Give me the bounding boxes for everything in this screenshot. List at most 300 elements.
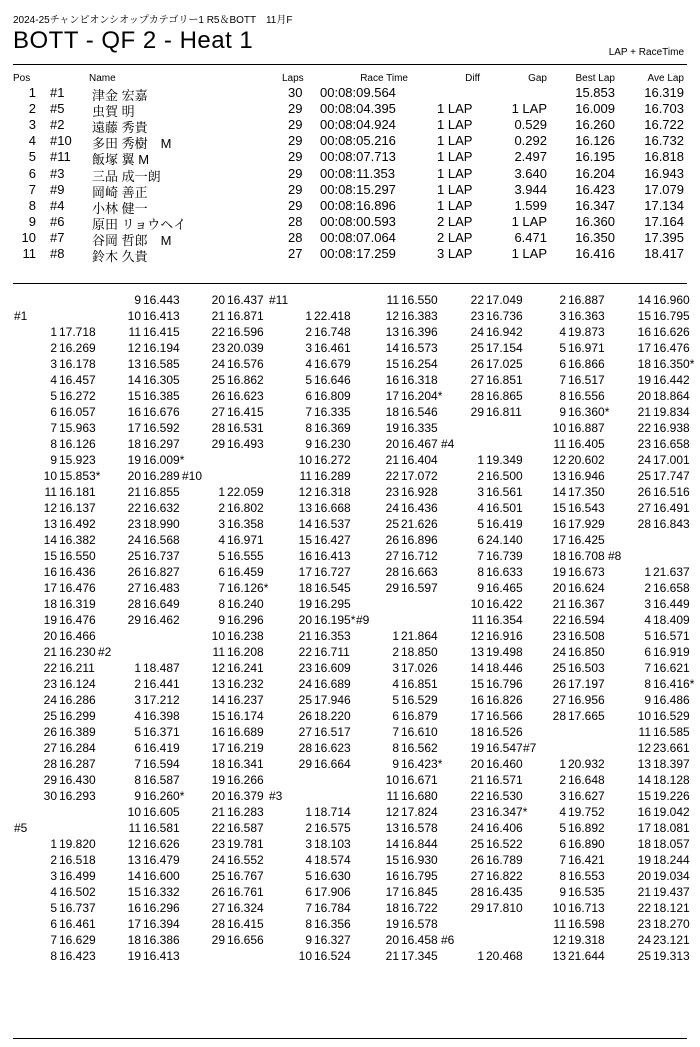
lap-entry xyxy=(268,516,352,532)
driver-lap-heading xyxy=(268,292,352,308)
lap-time: 16.508 xyxy=(568,629,605,643)
lap-time: 16.371 xyxy=(143,725,180,739)
lap-number: 14 xyxy=(43,533,57,547)
lap-time: 15.963 xyxy=(59,421,96,435)
lap-number: 18 xyxy=(211,757,225,771)
lap-time: 16.319 xyxy=(59,597,96,611)
lap-entry xyxy=(355,548,439,564)
lap-number: 25 xyxy=(211,373,225,387)
lap-entry xyxy=(355,772,439,788)
lap-time: 17.197 xyxy=(568,677,605,691)
lap-number: 2 xyxy=(644,581,651,595)
lap-number: 15 xyxy=(637,789,651,803)
ave-lap-cell: 16.943 xyxy=(644,165,684,181)
lap-number: 18 xyxy=(470,725,484,739)
gap-cell: 1 LAP xyxy=(511,213,547,229)
lap-entry xyxy=(607,468,691,484)
lap-entry xyxy=(181,852,265,868)
lap-time: 16.938 xyxy=(653,421,690,435)
pos-cell: 6 xyxy=(28,165,36,181)
lap-entry xyxy=(97,452,185,468)
lap-number: 22 xyxy=(211,821,225,835)
lap-number: 3 xyxy=(559,309,566,323)
lap-time: 16.850 xyxy=(568,645,605,659)
lap-number: 7 xyxy=(305,405,312,419)
lap-number: 11 xyxy=(553,437,566,451)
lap-entry xyxy=(522,628,606,644)
lap-number: 1 xyxy=(218,485,225,499)
lap-time: 16.795 xyxy=(401,869,438,883)
column-header: Name xyxy=(89,73,116,84)
lap-number: 4 xyxy=(305,853,312,867)
lap-number: 27 xyxy=(470,373,484,387)
lap-number: 27 xyxy=(637,501,651,515)
lap-number: 14 xyxy=(470,661,484,675)
lap-entry xyxy=(181,548,265,564)
lap-number: 23 xyxy=(470,309,484,323)
lap-time: 16.254 xyxy=(401,357,438,371)
lap-entry xyxy=(181,324,265,340)
lap-number: 15 xyxy=(127,389,141,403)
lap-number: 4 xyxy=(644,613,651,627)
lap-time: 16.596 xyxy=(227,325,264,339)
lap-entry xyxy=(355,468,439,484)
lap-time: 16.449 xyxy=(653,597,690,611)
lap-time: 16.598 xyxy=(568,917,605,931)
lap-number: 22 xyxy=(637,421,651,435)
lap-time: 16.461 xyxy=(59,917,96,931)
lap-entry xyxy=(181,900,265,916)
lap-time: 16.530 xyxy=(486,789,523,803)
lap-entry xyxy=(522,932,606,948)
lap-number: 18 xyxy=(637,837,651,851)
lap-entry xyxy=(522,420,606,436)
lap-time: 17.906 xyxy=(314,885,351,899)
table-row xyxy=(0,229,700,248)
lap-entry xyxy=(268,836,352,852)
lap-number: 7 xyxy=(50,933,57,947)
laps-cell: 29 xyxy=(288,101,303,117)
lap-number: 12 xyxy=(385,309,399,323)
lap-entry xyxy=(522,388,606,404)
lap-entry xyxy=(13,740,97,756)
lap-entry xyxy=(355,404,439,420)
lap-entry xyxy=(522,468,606,484)
lap-entry xyxy=(607,420,691,436)
lap-number: 3 xyxy=(218,517,225,531)
lap-time: 16.500 xyxy=(486,469,523,483)
lap-entry xyxy=(355,884,439,900)
lap-time: 18.220 xyxy=(314,709,351,723)
lap-entry xyxy=(97,788,185,804)
laps-cell: 29 xyxy=(288,117,303,133)
lap-number: 5 xyxy=(134,725,141,739)
car-number: #9 xyxy=(356,613,370,627)
lap-time: 16.327 xyxy=(314,933,351,947)
driver-name: 小林 健一 xyxy=(92,200,148,216)
lap-time: 16.287 xyxy=(59,757,96,771)
lap-entry xyxy=(13,900,97,916)
pos-cell: 3 xyxy=(28,117,36,133)
lap-time: 16.802 xyxy=(227,501,264,515)
lap-number: 14 xyxy=(637,293,651,307)
lap-number: 1 xyxy=(559,757,566,771)
lap-number: 16 xyxy=(385,869,399,883)
lap-number: 8 xyxy=(134,773,141,787)
lap-time: 16.712 xyxy=(401,549,438,563)
lap-number: 20 xyxy=(637,869,651,883)
lap-entry xyxy=(607,724,691,740)
lap-entry xyxy=(97,324,181,340)
lap-entry xyxy=(97,500,181,516)
lap-entry xyxy=(440,644,524,660)
lap-number: 15 xyxy=(385,357,399,371)
lap-time: 16.416* xyxy=(653,677,695,691)
lap-time: 16.928 xyxy=(401,485,438,499)
lap-entry xyxy=(97,692,181,708)
lap-entry xyxy=(97,852,181,868)
lap-time: 16.531 xyxy=(227,421,264,435)
lap-time: 19.226 xyxy=(653,789,690,803)
lap-number: 28 xyxy=(298,741,312,755)
lap-column xyxy=(440,292,528,964)
lap-entry xyxy=(522,884,606,900)
lap-entry xyxy=(97,596,181,612)
lap-entry xyxy=(97,948,181,964)
lap-time: 16.680 xyxy=(401,789,438,803)
lap-entry xyxy=(97,436,181,452)
best-lap-cell: 16.350 xyxy=(575,229,615,245)
lap-entry xyxy=(607,948,691,964)
lap-entry xyxy=(607,868,691,884)
lap-number: 19 xyxy=(211,773,225,787)
lap-entry xyxy=(181,916,265,932)
lap-number: 23 xyxy=(637,917,651,931)
lap-number: 22 xyxy=(298,645,312,659)
lap-number: 22 xyxy=(470,293,484,307)
lap-number: 19 xyxy=(43,613,57,627)
lap-time: 16.272 xyxy=(59,389,96,403)
lap-time: 16.748 xyxy=(314,325,351,339)
lap-time: 16.553 xyxy=(568,869,605,883)
lap-number: 11 xyxy=(638,725,651,739)
lap-number: 7 xyxy=(218,581,225,595)
lap-number: 17 xyxy=(385,885,399,899)
lap-time: 17.824 xyxy=(401,805,438,819)
lap-time: 16.443 xyxy=(143,293,180,307)
lap-number: 14 xyxy=(211,693,225,707)
lap-entry xyxy=(181,612,265,628)
lap-number: 4 xyxy=(218,533,225,547)
lap-entry xyxy=(13,436,97,452)
lap-number: 2 xyxy=(218,501,225,515)
lap-number: 2 xyxy=(477,469,484,483)
lap-time: 16.663 xyxy=(401,565,438,579)
lap-number: 5 xyxy=(644,629,651,643)
lap-entry xyxy=(607,580,691,596)
lap-time: 16.266 xyxy=(227,773,264,787)
lap-entry xyxy=(607,740,691,756)
blank-line xyxy=(607,532,691,548)
lap-entry xyxy=(607,404,691,420)
lap-entry xyxy=(97,676,181,692)
lap-time: 16.887 xyxy=(568,293,605,307)
lap-number: 18 xyxy=(637,357,651,371)
lap-entry xyxy=(522,404,610,420)
lap-entry xyxy=(268,468,352,484)
lap-time: 16.335 xyxy=(401,421,438,435)
lap-time: 16.556 xyxy=(568,389,605,403)
driver-lap-heading xyxy=(97,644,181,660)
lap-number: 5 xyxy=(477,517,484,531)
laps-cell: 29 xyxy=(288,197,303,213)
lap-number: 16 xyxy=(127,901,141,915)
lap-entry xyxy=(13,852,97,868)
lap-number: 16 xyxy=(211,725,225,739)
lap-time: 16.578 xyxy=(401,821,438,835)
lap-time: 17.810 xyxy=(486,901,523,915)
lap-time: 16.626 xyxy=(653,325,690,339)
driver-name: 岡崎 善正 xyxy=(92,184,148,200)
lap-time: 16.518 xyxy=(59,853,96,867)
lap-time: 19.318 xyxy=(568,933,605,947)
lap-number: 6 xyxy=(305,885,312,899)
column-header: Pos xyxy=(13,73,31,84)
lap-entry xyxy=(440,580,524,596)
lap-time: 16.561 xyxy=(486,485,523,499)
lap-column xyxy=(607,292,695,964)
lap-entry xyxy=(355,708,439,724)
lap-time: 19.834 xyxy=(653,405,690,419)
lap-entry xyxy=(181,644,265,660)
lap-number: 14 xyxy=(298,517,312,531)
lap-entry xyxy=(181,388,265,404)
lap-number: 29 xyxy=(211,933,225,947)
lap-time: 22.059 xyxy=(227,485,264,499)
lap-time: 16.547 xyxy=(486,741,523,755)
lap-time: 16.286 xyxy=(59,693,96,707)
lap-time: 16.809 xyxy=(314,389,351,403)
lap-entry xyxy=(97,868,181,884)
lap-time: 16.503 xyxy=(568,661,605,675)
pos-cell: 7 xyxy=(28,181,36,197)
lap-number: 10 xyxy=(43,469,57,483)
lap-number: 12 xyxy=(552,933,566,947)
pos-cell: 5 xyxy=(28,149,36,165)
lap-entry xyxy=(607,292,691,308)
lap-number: 1 xyxy=(392,629,399,643)
lap-number: 20 xyxy=(211,789,225,803)
lap-time: 16.621 xyxy=(653,661,690,675)
lap-number: 20 xyxy=(470,757,484,771)
lap-time: 16.219 xyxy=(227,741,264,755)
lap-number: 28 xyxy=(470,389,484,403)
lap-entry xyxy=(355,900,439,916)
lap-entry xyxy=(440,516,524,532)
lap-number: 4 xyxy=(50,885,57,899)
lap-entry xyxy=(13,468,101,484)
lap-column xyxy=(522,292,610,964)
lap-entry xyxy=(522,836,606,852)
lap-number: 21 xyxy=(470,773,484,787)
lap-entry xyxy=(522,868,606,884)
lap-time: 17.025 xyxy=(486,357,523,371)
lap-time: 16.587 xyxy=(227,821,264,835)
lap-time: 16.573 xyxy=(401,341,438,355)
lap-number: 24 xyxy=(637,933,651,947)
lap-entry xyxy=(268,372,352,388)
lap-time: 17.350 xyxy=(568,485,605,499)
lap-entry xyxy=(268,580,352,596)
lap-entry xyxy=(268,612,356,628)
gap-cell: 3.640 xyxy=(514,165,547,181)
lap-entry xyxy=(13,772,97,788)
pos-cell: 9 xyxy=(28,213,36,229)
lap-number: 26 xyxy=(637,485,651,499)
table-row xyxy=(0,85,700,103)
lap-time: 16.624 xyxy=(568,581,605,595)
driver-lap-heading xyxy=(13,820,97,836)
car-number: #3 xyxy=(269,789,283,803)
lap-time: 16.600 xyxy=(143,869,180,883)
lap-entry xyxy=(181,676,265,692)
lap-time: 16.671 xyxy=(401,773,438,787)
lap-number: 19 xyxy=(552,565,566,579)
column-header: Diff xyxy=(465,73,480,84)
lap-number: 12 xyxy=(385,805,399,819)
lap-entry xyxy=(440,388,524,404)
lap-time: 16.404 xyxy=(401,453,438,467)
lap-time: 16.796 xyxy=(486,677,523,691)
lap-entry xyxy=(181,484,265,500)
lap-entry xyxy=(440,676,524,692)
lap-entry xyxy=(13,548,97,564)
driver-lap-heading xyxy=(607,548,691,564)
lap-time: 16.178 xyxy=(59,357,96,371)
lap-number: 17 xyxy=(637,821,651,835)
lap-entry xyxy=(522,324,606,340)
blank-line xyxy=(440,420,524,436)
lap-time: 19.498 xyxy=(486,645,523,659)
lap-entry xyxy=(13,564,97,580)
lap-time: 16.630 xyxy=(314,869,351,883)
lap-entry xyxy=(268,724,352,740)
lap-entry xyxy=(522,788,606,804)
lap-entry xyxy=(268,404,352,420)
lap-entry xyxy=(522,772,606,788)
lap-number: 8 xyxy=(644,677,651,691)
lap-entry xyxy=(268,708,352,724)
lap-entry xyxy=(607,388,691,404)
lap-number: 22 xyxy=(385,469,399,483)
lap-time: 16.526 xyxy=(486,725,523,739)
lap-number: 24 xyxy=(211,357,225,371)
lap-entry xyxy=(607,500,691,516)
lap-number: 28 xyxy=(43,757,57,771)
lap-time: 16.543 xyxy=(568,501,605,515)
gap-cell: 0.529 xyxy=(514,117,547,133)
laps-cell: 29 xyxy=(288,165,303,181)
blank-line xyxy=(181,452,265,468)
lap-time: 20.602 xyxy=(568,453,605,467)
gap-cell: 1.599 xyxy=(514,197,547,213)
lap-number: 21 xyxy=(385,949,399,963)
lap-time: 16.057 xyxy=(59,405,96,419)
lap-entry xyxy=(355,436,439,452)
lap-number: 16 xyxy=(298,549,312,563)
lap-time: 16.353 xyxy=(314,629,351,643)
lap-time: 16.587 xyxy=(143,773,180,787)
lap-time: 16.545 xyxy=(314,581,351,595)
lap-number: 19 xyxy=(637,373,651,387)
lap-entry xyxy=(440,836,524,852)
lap-number: 14 xyxy=(385,341,399,355)
table-row xyxy=(0,149,700,168)
lap-entry xyxy=(268,676,352,692)
lap-time: 16.009* xyxy=(143,453,185,467)
lap-number: 13 xyxy=(127,853,141,867)
lap-time: 16.241 xyxy=(227,661,264,675)
lap-entry xyxy=(97,548,181,564)
lap-number: 17 xyxy=(298,565,312,579)
lap-time: 16.623 xyxy=(227,389,264,403)
lap-time: 16.460 xyxy=(486,757,523,771)
lap-entry xyxy=(181,420,265,436)
lap-entry xyxy=(13,628,97,644)
laps-cell: 29 xyxy=(288,181,303,197)
lap-entry xyxy=(268,820,352,836)
lap-entry xyxy=(181,740,265,756)
lap-number: 23 xyxy=(211,341,225,355)
lap-number: 12 xyxy=(470,629,484,643)
lap-time: 16.425 xyxy=(568,533,605,547)
lap-time: 19.437 xyxy=(653,885,690,899)
lap-time: 16.341 xyxy=(227,757,264,771)
blank-line xyxy=(440,916,524,932)
lap-number: 6 xyxy=(559,357,566,371)
lap-time: 16.356 xyxy=(314,917,351,931)
lap-time: 16.844 xyxy=(401,837,438,851)
lap-number: 4 xyxy=(305,357,312,371)
lap-time: 16.499 xyxy=(59,869,96,883)
lap-number: 10 xyxy=(552,421,566,435)
lap-number: 12 xyxy=(127,341,141,355)
lap-entry xyxy=(607,788,691,804)
lap-entry xyxy=(440,564,524,580)
lap-number: 22 xyxy=(43,661,57,675)
lap-time: 18.121 xyxy=(653,901,690,915)
driver-name: 津金 宏嘉 xyxy=(92,88,148,103)
lap-entry xyxy=(607,884,691,900)
driver-lap-heading xyxy=(355,612,439,628)
table-row xyxy=(0,181,700,200)
lap-entry xyxy=(522,948,606,964)
lap-time: 16.296 xyxy=(227,613,264,627)
lap-entry xyxy=(355,516,439,532)
lap-time: 16.436 xyxy=(59,565,96,579)
lap-number: 22 xyxy=(211,325,225,339)
lap-entry xyxy=(607,692,691,708)
lap-number: 7 xyxy=(50,421,57,435)
lap-entry xyxy=(522,308,606,324)
lap-time: 17.345 xyxy=(401,949,438,963)
lap-number: 1 xyxy=(477,949,484,963)
lap-column xyxy=(181,292,269,948)
lap-entry xyxy=(522,292,606,308)
lap-entry xyxy=(13,644,97,660)
lap-entry xyxy=(522,532,606,548)
lap-time: 16.552 xyxy=(227,853,264,867)
